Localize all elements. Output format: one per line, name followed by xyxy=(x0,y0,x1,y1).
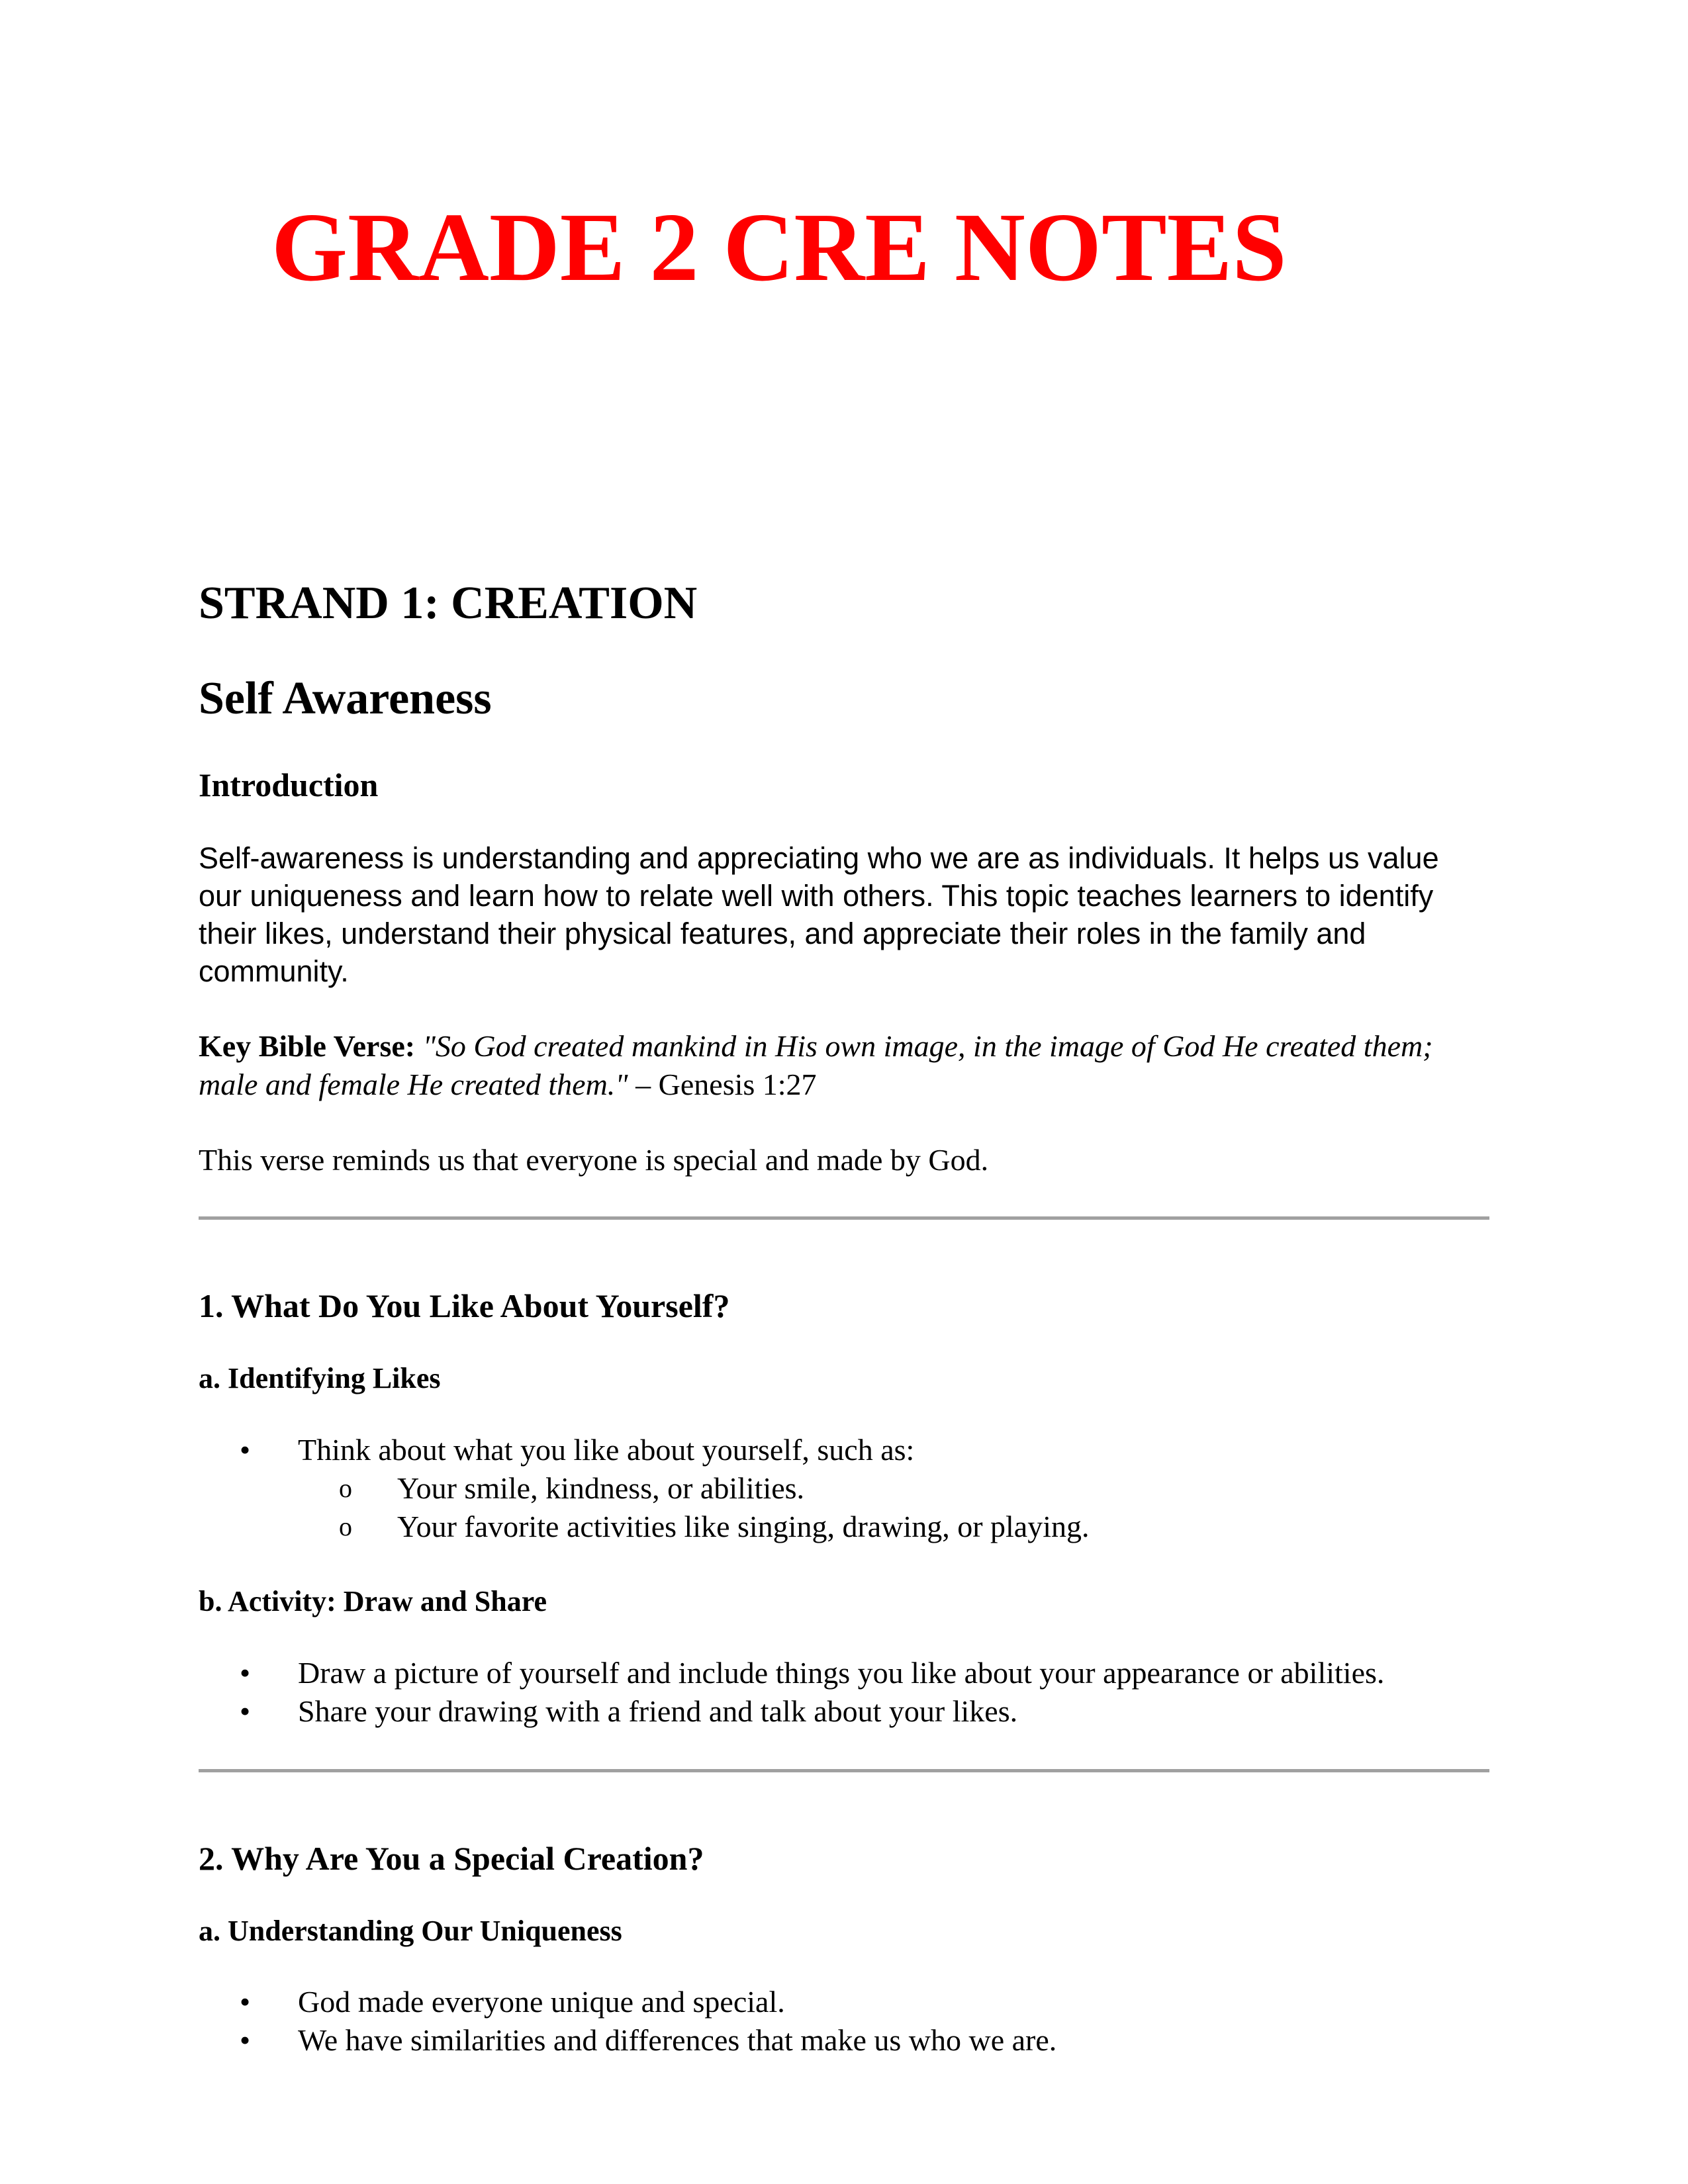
section-1-heading: 1. What Do You Like About Yourself? xyxy=(199,1287,730,1324)
section-1b-heading: b. Activity: Draw and Share xyxy=(199,1584,547,1617)
sub-list-item: o Your favorite activities like singing, drawing, or playing. xyxy=(298,1508,1489,1546)
document-title: GRADE 2 CRE NOTES xyxy=(271,193,1287,302)
verse-text: "So God created mankind in His own image, in the image of God He created them; male and female He created them." xyxy=(199,1029,1433,1101)
list-item: • God made everyone unique and special. xyxy=(199,1983,1489,2021)
strand-heading: STRAND 1: CREATION xyxy=(199,578,698,629)
verse-note: This verse reminds us that everyone is special and made by God. xyxy=(199,1143,989,1177)
list-item: • Share your drawing with a friend and talk about your likes. xyxy=(199,1692,1489,1731)
list-item: • Draw a picture of yourself and include things you like about your appearance or abilities. xyxy=(199,1654,1489,1692)
key-bible-verse xyxy=(199,1027,1489,1104)
section-divider xyxy=(199,1216,1489,1220)
verse-reference: – Genesis 1:27 xyxy=(628,1068,817,1101)
section-2a-heading: a. Understanding Our Uniqueness xyxy=(199,1914,622,1947)
sub-list-item: o Your smile, kindness, or abilities. xyxy=(298,1469,1489,1508)
list-item xyxy=(199,1431,1489,1546)
section-1a-heading: a. Identifying Likes xyxy=(199,1362,441,1394)
introduction-heading: Introduction xyxy=(199,766,379,803)
section-divider xyxy=(199,1769,1489,1772)
list-item-text: Think about what you like about yourself, such as: xyxy=(298,1432,915,1467)
verse-label: Key Bible Verse: xyxy=(199,1029,416,1063)
document-body xyxy=(199,576,1489,2098)
section-2-heading: 2. Why Are You a Special Creation? xyxy=(199,1839,704,1877)
section-1b-list xyxy=(199,1654,1489,1731)
introduction-paragraph: Self-awareness is understanding and appreciating who we are as individuals. It helps us value our uniqueness and learn how to relate well with others. This topic teaches learners to identify their likes, understand their physical features, and appreciate their roles in the family and community. xyxy=(199,841,1439,988)
section-2a-list xyxy=(199,1983,1489,2060)
list-item: • We have similarities and differences that make us who we are. xyxy=(199,2021,1489,2060)
section-1a-list xyxy=(199,1431,1489,1546)
topic-heading: Self Awareness xyxy=(199,673,492,724)
sub-list xyxy=(298,1469,1489,1546)
